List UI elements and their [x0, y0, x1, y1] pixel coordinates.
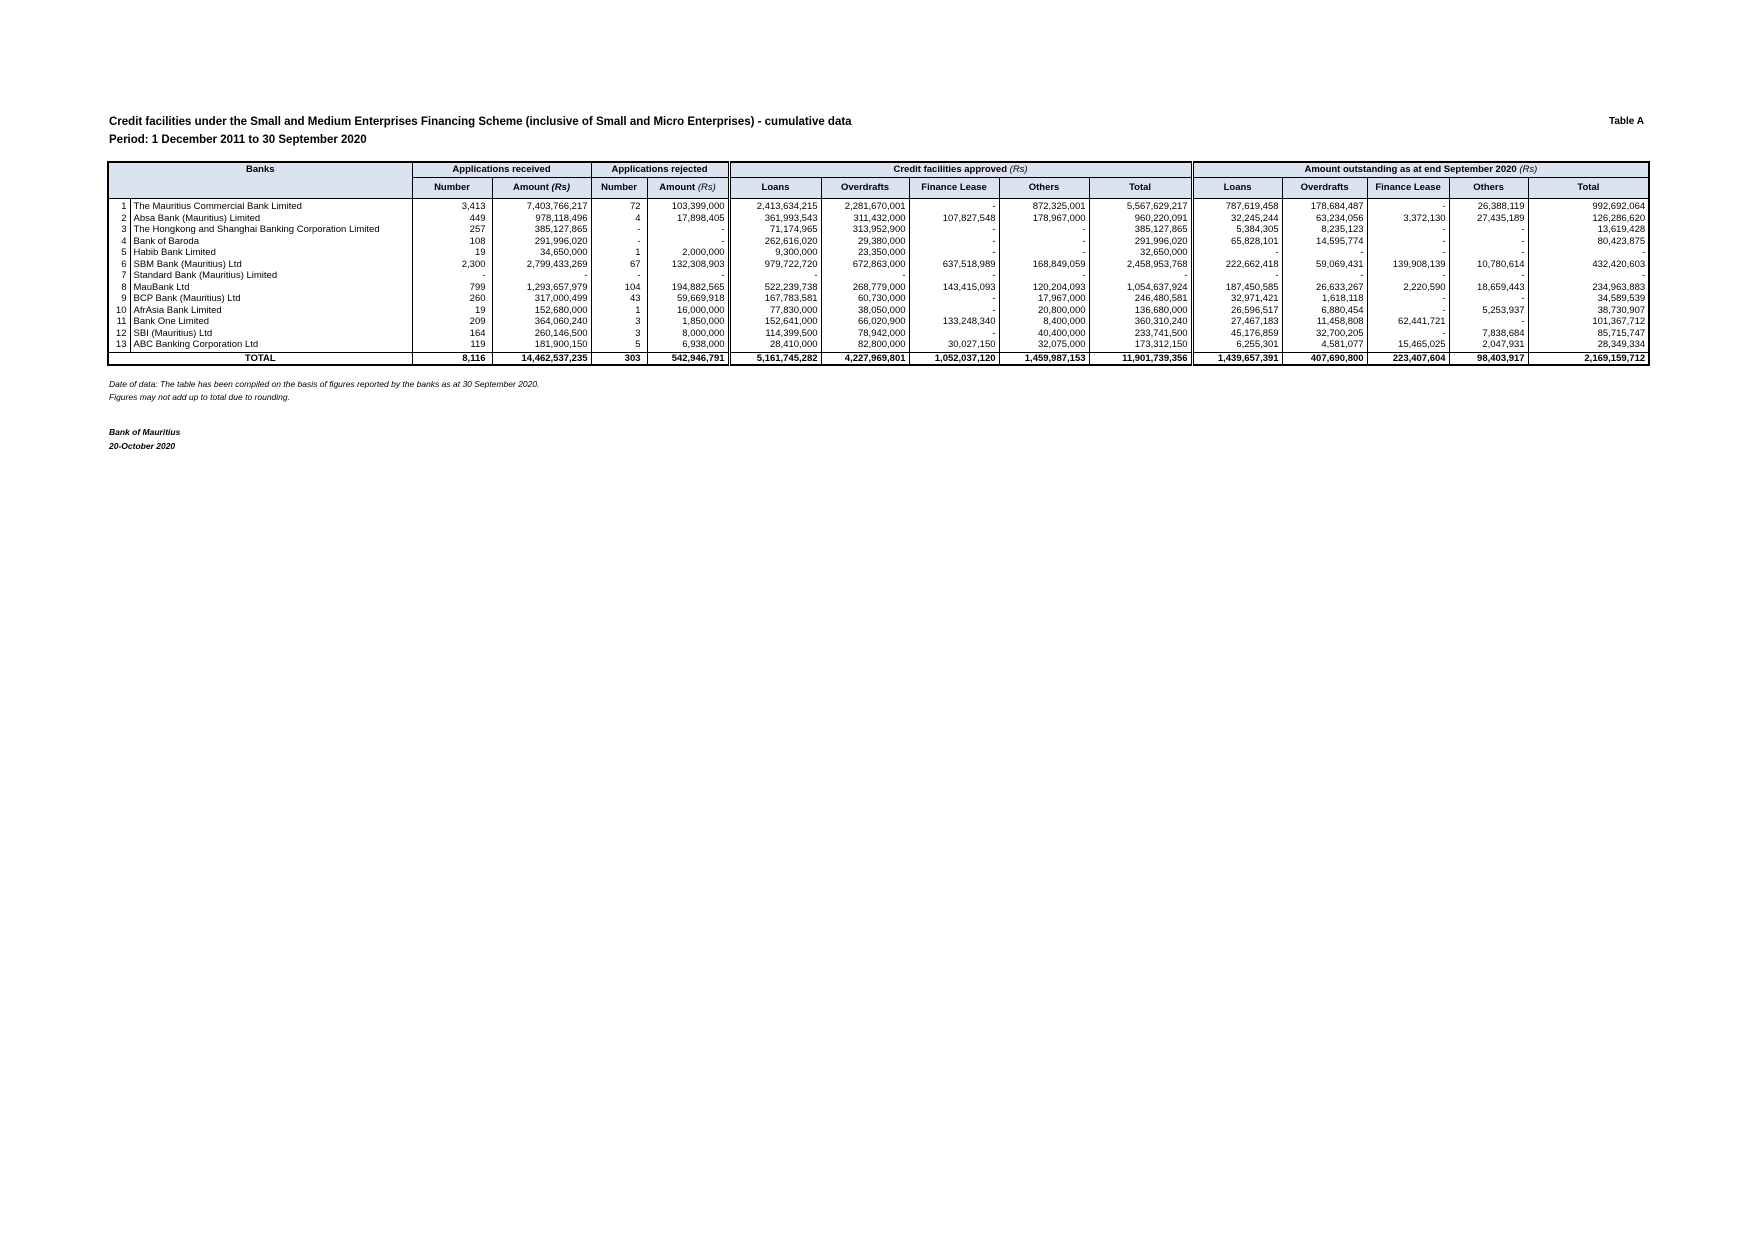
row-index: 4 [108, 236, 130, 248]
table-cell: 7,403,766,217 [492, 199, 591, 213]
table-row [108, 199, 1649, 213]
signature-date: 20-October 2020 [109, 441, 176, 451]
table-cell: - [1282, 270, 1367, 282]
table-cell: 173,312,150 [1089, 339, 1192, 352]
table-cell: 60,730,000 [821, 293, 909, 305]
table-cell: 2,300 [412, 259, 492, 271]
table-cell: - [1367, 236, 1449, 248]
table-cell: 1,618,118 [1282, 293, 1367, 305]
table-cell: 209 [412, 316, 492, 328]
table-cell: 522,239,738 [729, 282, 821, 294]
credit-approved-header [729, 162, 1192, 178]
table-cell: 178,967,000 [999, 213, 1089, 225]
table-cell: 38,050,000 [821, 305, 909, 317]
table-cell: 34,589,539 [1528, 293, 1649, 305]
table-cell: 77,830,000 [729, 305, 821, 317]
outstanding-header [1192, 162, 1649, 178]
table-row [108, 224, 1649, 236]
bank-name: The Hongkong and Shanghai Banking Corporation Limited [130, 224, 412, 236]
table-label: Table A [1608, 116, 1644, 127]
total-cell: 542,946,791 [647, 352, 729, 365]
col-rejected-number: Number [591, 178, 647, 199]
table-cell: - [999, 224, 1089, 236]
table-cell: 133,248,340 [909, 316, 999, 328]
table-cell: 34,650,000 [492, 247, 591, 259]
table-cell: 120,204,093 [999, 282, 1089, 294]
col-outstanding-total: Total [1528, 178, 1649, 199]
table-cell: 80,423,875 [1528, 236, 1649, 248]
rs-unit: (Rs) [1009, 164, 1028, 175]
total-cell: 1,439,657,391 [1192, 352, 1282, 365]
bank-name: Standard Bank (Mauritius) Limited [130, 270, 412, 282]
table-cell: 5,384,305 [1192, 224, 1282, 236]
table-cell: 9,300,000 [729, 247, 821, 259]
table-cell: 1 [591, 247, 647, 259]
row-index: 5 [108, 247, 130, 259]
table-row [108, 213, 1649, 225]
table-cell: 32,971,421 [1192, 293, 1282, 305]
table-cell: 10,780,614 [1449, 259, 1528, 271]
table-cell: - [492, 270, 591, 282]
table-cell: 152,641,000 [729, 316, 821, 328]
col-outstanding-overdrafts: Overdrafts [1282, 178, 1367, 199]
table-cell: - [1367, 293, 1449, 305]
table-cell: 19 [412, 247, 492, 259]
table-cell: 194,882,565 [647, 282, 729, 294]
table-cell: 67 [591, 259, 647, 271]
signature-org: Bank of Mauritius [109, 427, 181, 437]
row-index: 2 [108, 213, 130, 225]
table-cell: 181,900,150 [492, 339, 591, 352]
row-index: 3 [108, 224, 130, 236]
table-cell: 960,220,091 [1089, 213, 1192, 225]
total-cell: 11,901,739,356 [1089, 352, 1192, 365]
table-cell: 28,349,334 [1528, 339, 1649, 352]
bank-name: Absa Bank (Mauritius) Limited [130, 213, 412, 225]
table-cell: 29,380,000 [821, 236, 909, 248]
table-cell: - [1449, 247, 1528, 259]
table-cell: 979,722,720 [729, 259, 821, 271]
row-index: 7 [108, 270, 130, 282]
table-cell: - [821, 270, 909, 282]
table-cell: 14,595,774 [1282, 236, 1367, 248]
total-cell: 5,161,745,282 [729, 352, 821, 365]
table-cell: 136,680,000 [1089, 305, 1192, 317]
table-cell: - [909, 270, 999, 282]
table-cell: - [1367, 305, 1449, 317]
table-cell: 260 [412, 293, 492, 305]
table-cell: 364,060,240 [492, 316, 591, 328]
table-cell: - [1528, 270, 1649, 282]
table-cell: - [909, 247, 999, 259]
table-cell: 178,684,487 [1282, 199, 1367, 213]
bank-name: Bank One Limited [130, 316, 412, 328]
col-received-number: Number [412, 178, 492, 199]
table-cell: 672,863,000 [821, 259, 909, 271]
table-cell: 7,838,684 [1449, 328, 1528, 340]
banks-header: Banks [108, 162, 412, 199]
col-outstanding-finance-lease: Finance Lease [1367, 178, 1449, 199]
amount-label: Amount [513, 182, 549, 193]
row-index: 12 [108, 328, 130, 340]
table-cell: 872,325,001 [999, 199, 1089, 213]
table-cell: 385,127,865 [492, 224, 591, 236]
table-cell: 16,000,000 [647, 305, 729, 317]
table-cell: 78,942,000 [821, 328, 909, 340]
table-cell: 26,388,119 [1449, 199, 1528, 213]
col-approved-others: Others [999, 178, 1089, 199]
table-cell: 6,255,301 [1192, 339, 1282, 352]
table-cell: 132,308,903 [647, 259, 729, 271]
table-cell: 108 [412, 236, 492, 248]
rs-unit: (Rs) [551, 182, 571, 193]
table-cell: 103,399,000 [647, 199, 729, 213]
table-cell: 3 [591, 328, 647, 340]
table-cell: 167,783,581 [729, 293, 821, 305]
total-cell: 98,403,917 [1449, 352, 1528, 365]
period-subtitle: Period: 1 December 2011 to 30 September 2020 [109, 134, 367, 146]
credit-approved-label: Credit facilities approved [893, 164, 1008, 175]
table-cell: 4,581,077 [1282, 339, 1367, 352]
table-cell: 27,467,183 [1192, 316, 1282, 328]
table-cell: 32,650,000 [1089, 247, 1192, 259]
col-outstanding-loans: Loans [1192, 178, 1282, 199]
table-cell: - [999, 247, 1089, 259]
table-cell: - [647, 270, 729, 282]
table-cell: 18,659,443 [1449, 282, 1528, 294]
table-cell: 27,435,189 [1449, 213, 1528, 225]
total-cell: 1,052,037,120 [909, 352, 999, 365]
bank-name: Bank of Baroda [130, 236, 412, 248]
col-rejected-amount [647, 178, 729, 199]
bank-name: ABC Banking Corporation Ltd [130, 339, 412, 352]
col-approved-finance-lease: Finance Lease [909, 178, 999, 199]
table-cell: 449 [412, 213, 492, 225]
table-cell: 2,220,590 [1367, 282, 1449, 294]
col-outstanding-others: Others [1449, 178, 1528, 199]
table-cell: - [729, 270, 821, 282]
table-cell: 104 [591, 282, 647, 294]
table-row [108, 328, 1649, 340]
total-cell: 14,462,537,235 [492, 352, 591, 365]
table-cell: 107,827,548 [909, 213, 999, 225]
table-cell: 3 [591, 316, 647, 328]
table-cell: 8,400,000 [999, 316, 1089, 328]
table-cell: 45,176,859 [1192, 328, 1282, 340]
total-cell: 303 [591, 352, 647, 365]
table-cell: 8,000,000 [647, 328, 729, 340]
table-cell: - [999, 236, 1089, 248]
table-cell: 63,234,056 [1282, 213, 1367, 225]
bank-name: MauBank Ltd [130, 282, 412, 294]
table-cell: 311,432,000 [821, 213, 909, 225]
table-cell: - [909, 293, 999, 305]
table-cell: 19 [412, 305, 492, 317]
table-cell: - [1367, 247, 1449, 259]
table-row [108, 305, 1649, 317]
table-cell: 360,310,240 [1089, 316, 1192, 328]
table-cell: 787,619,458 [1192, 199, 1282, 213]
table-cell: 43 [591, 293, 647, 305]
bank-name: SBM Bank (Mauritius) Ltd [130, 259, 412, 271]
table-cell: 5,567,629,217 [1089, 199, 1192, 213]
table-cell: 143,415,093 [909, 282, 999, 294]
table-cell: - [1367, 199, 1449, 213]
total-row [108, 352, 1649, 365]
table-cell: 8,235,123 [1282, 224, 1367, 236]
table-cell: 291,996,020 [492, 236, 591, 248]
table-cell: 257 [412, 224, 492, 236]
bank-name: The Mauritius Commercial Bank Limited [130, 199, 412, 213]
table-cell: 799 [412, 282, 492, 294]
table-cell: 71,174,965 [729, 224, 821, 236]
table-cell: - [1192, 247, 1282, 259]
table-cell: - [1449, 293, 1528, 305]
table-cell: - [909, 199, 999, 213]
table-cell: 17,967,000 [999, 293, 1089, 305]
table-cell: - [647, 236, 729, 248]
table-cell: 17,898,405 [647, 213, 729, 225]
table-row [108, 293, 1649, 305]
table-cell: 222,662,418 [1192, 259, 1282, 271]
table-cell: 2,281,670,001 [821, 199, 909, 213]
table-cell: - [999, 270, 1089, 282]
applications-rejected-header: Applications rejected [591, 162, 729, 178]
table-cell: 361,993,543 [729, 213, 821, 225]
table-cell: 11,458,808 [1282, 316, 1367, 328]
bank-name: SBI (Mauritius) Ltd [130, 328, 412, 340]
table-cell: 1,850,000 [647, 316, 729, 328]
table-cell: 268,779,000 [821, 282, 909, 294]
table-cell: 187,450,585 [1192, 282, 1282, 294]
table-cell: 6,938,000 [647, 339, 729, 352]
table-cell: 2,458,953,768 [1089, 259, 1192, 271]
applications-received-header: Applications received [412, 162, 591, 178]
page-title: Credit facilities under the Small and Medium Enterprises Financing Scheme (inclusive of Small and Micro Enterprises) - cumulative data [109, 116, 852, 128]
col-approved-overdrafts: Overdrafts [821, 178, 909, 199]
total-cell: 1,459,987,153 [999, 352, 1089, 365]
table-cell: 246,480,581 [1089, 293, 1192, 305]
table-cell: 3,372,130 [1367, 213, 1449, 225]
total-cell: 2,169,159,712 [1528, 352, 1649, 365]
bank-name: BCP Bank (Mauritius) Ltd [130, 293, 412, 305]
outstanding-label: Amount outstanding as at end September 2020 [1304, 164, 1517, 175]
table-cell: 168,849,059 [999, 259, 1089, 271]
table-cell: 62,441,721 [1367, 316, 1449, 328]
table-cell: - [1449, 270, 1528, 282]
table-cell: - [909, 328, 999, 340]
table-cell: 233,741,500 [1089, 328, 1192, 340]
table-row [108, 270, 1649, 282]
table-cell: 234,963,883 [1528, 282, 1649, 294]
table-cell: 59,669,918 [647, 293, 729, 305]
table-cell: 317,000,499 [492, 293, 591, 305]
date-of-data-note: Date of data: The table has been compiled on the basis of figures reported by the banks as at 30 September 2020. [109, 379, 540, 389]
table-row [108, 236, 1649, 248]
table-cell: 32,700,205 [1282, 328, 1367, 340]
bank-name: Habib Bank Limited [130, 247, 412, 259]
table-cell: 6,880,454 [1282, 305, 1367, 317]
total-label: TOTAL [108, 352, 412, 365]
table-cell: - [1192, 270, 1282, 282]
rs-unit: (Rs) [1519, 164, 1538, 175]
bank-name: AfrAsia Bank Limited [130, 305, 412, 317]
table-cell: 40,400,000 [999, 328, 1089, 340]
table-cell: - [909, 236, 999, 248]
table-cell: 432,420,603 [1528, 259, 1649, 271]
table-cell: 164 [412, 328, 492, 340]
table-cell: 13,619,428 [1528, 224, 1649, 236]
total-cell: 407,690,800 [1282, 352, 1367, 365]
table-cell: 1,054,637,924 [1089, 282, 1192, 294]
row-index: 1 [108, 199, 130, 213]
table-cell: 978,118,496 [492, 213, 591, 225]
table-cell: 32,245,244 [1192, 213, 1282, 225]
table-cell: 4 [591, 213, 647, 225]
table-cell: 15,465,025 [1367, 339, 1449, 352]
table-cell: 385,127,865 [1089, 224, 1192, 236]
table-cell: - [647, 224, 729, 236]
table-cell: 126,286,620 [1528, 213, 1649, 225]
col-approved-total: Total [1089, 178, 1192, 199]
table-cell: 2,799,433,269 [492, 259, 591, 271]
table-cell: 38,730,907 [1528, 305, 1649, 317]
table-cell: 101,367,712 [1528, 316, 1649, 328]
row-index: 10 [108, 305, 130, 317]
amount-label: Amount [659, 182, 696, 193]
table-cell: 72 [591, 199, 647, 213]
table-row [108, 339, 1649, 352]
table-row [108, 316, 1649, 328]
table-cell: 32,075,000 [999, 339, 1089, 352]
table-cell: - [1282, 247, 1367, 259]
table-cell: 992,692,064 [1528, 199, 1649, 213]
table-cell: 1,293,657,979 [492, 282, 591, 294]
row-index: 13 [108, 339, 130, 352]
table-cell: 2,413,634,215 [729, 199, 821, 213]
table-cell: 313,952,900 [821, 224, 909, 236]
row-index: 11 [108, 316, 130, 328]
table-cell: - [1528, 247, 1649, 259]
total-cell: 4,227,969,801 [821, 352, 909, 365]
table-cell: - [412, 270, 492, 282]
table-cell: 119 [412, 339, 492, 352]
table-cell: - [591, 224, 647, 236]
table-cell: 3,413 [412, 199, 492, 213]
row-index: 8 [108, 282, 130, 294]
table-cell: 28,410,000 [729, 339, 821, 352]
table-cell: - [1089, 270, 1192, 282]
table-cell: 1 [591, 305, 647, 317]
table-cell: 5,253,937 [1449, 305, 1528, 317]
table-cell: 152,680,000 [492, 305, 591, 317]
table-cell: 20,800,000 [999, 305, 1089, 317]
table-cell: 5 [591, 339, 647, 352]
row-index: 9 [108, 293, 130, 305]
table-cell: 262,616,020 [729, 236, 821, 248]
table-cell: - [1367, 328, 1449, 340]
col-received-amount [492, 178, 591, 199]
table-cell: - [1449, 236, 1528, 248]
rounding-note: Figures may not add up to total due to rounding. [109, 392, 290, 402]
total-cell: 8,116 [412, 352, 492, 365]
table-cell: 66,020,900 [821, 316, 909, 328]
table-cell: 637,518,989 [909, 259, 999, 271]
table-cell: 30,027,150 [909, 339, 999, 352]
table-cell: 2,000,000 [647, 247, 729, 259]
table-cell: 65,828,101 [1192, 236, 1282, 248]
col-approved-loans: Loans [729, 178, 821, 199]
table-cell: - [909, 224, 999, 236]
table-cell: - [591, 236, 647, 248]
table-cell: - [591, 270, 647, 282]
table-cell: - [1367, 224, 1449, 236]
table-row [108, 282, 1649, 294]
table-cell: 85,715,747 [1528, 328, 1649, 340]
table-cell: 139,908,139 [1367, 259, 1449, 271]
table-row [108, 259, 1649, 271]
table-cell: - [1367, 270, 1449, 282]
table-cell: - [1449, 224, 1528, 236]
table-cell: 2,047,931 [1449, 339, 1528, 352]
table-cell: 260,146,500 [492, 328, 591, 340]
table-cell: 26,633,267 [1282, 282, 1367, 294]
table-cell: - [1449, 316, 1528, 328]
table-cell: 291,996,020 [1089, 236, 1192, 248]
table-cell: 59,069,431 [1282, 259, 1367, 271]
table-cell: 23,350,000 [821, 247, 909, 259]
table-cell: 26,596,517 [1192, 305, 1282, 317]
table-cell: - [909, 305, 999, 317]
table-row [108, 247, 1649, 259]
total-cell: 223,407,604 [1367, 352, 1449, 365]
row-index: 6 [108, 259, 130, 271]
table-cell: 82,800,000 [821, 339, 909, 352]
sme-credit-table [107, 161, 1650, 366]
rs-unit: (Rs) [697, 182, 716, 193]
table-cell: 114,399,500 [729, 328, 821, 340]
